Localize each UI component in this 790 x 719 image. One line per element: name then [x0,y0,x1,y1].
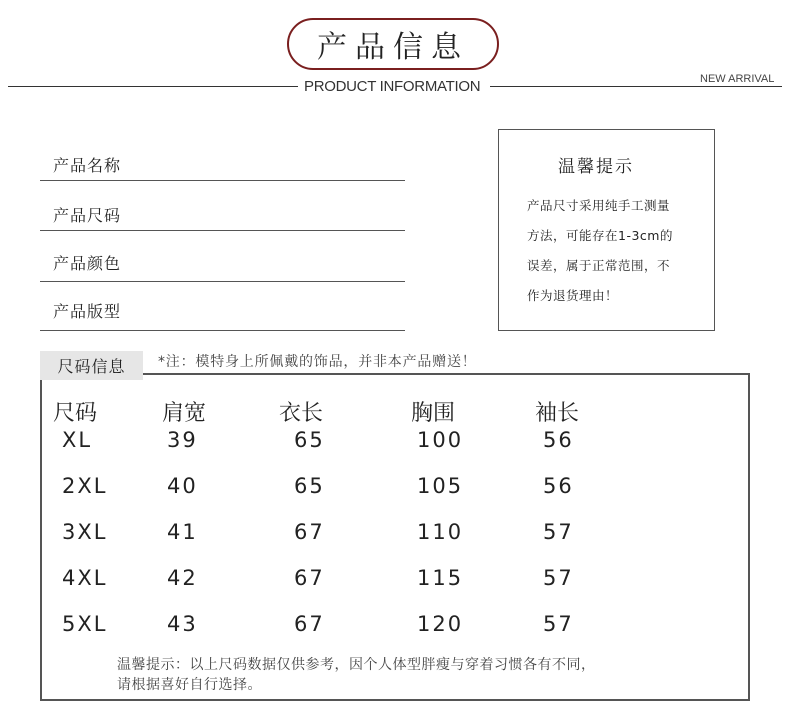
table-cell: 56 [543,428,574,452]
table-cell: 57 [543,612,574,636]
size-note: *注：模特身上所佩戴的饰品，并非本产品赠送！ [158,354,477,370]
table-cell: 65 [294,474,325,498]
tips-line: 方法，可能存在1-3cm的 [527,228,673,243]
table-cell: 5XL [62,612,108,636]
info-divider [40,230,405,231]
table-cell: 100 [417,428,464,452]
info-label-size: 产品尺码 [53,206,122,225]
bottom-note-line: 温馨提示：以上尺码数据仅供参考，因个人体型胖瘦与穿着习惯各有不同， [117,657,596,673]
info-divider [40,330,405,331]
tips-title: 温馨提示 [558,157,634,177]
table-cell: 57 [543,520,574,544]
tips-line: 作为退货理由！ [527,288,619,303]
col-header-shoulder: 肩宽 [162,401,207,426]
table-cell: 120 [417,612,464,636]
header-rule-right [490,86,782,87]
bottom-note-line: 请根据喜好自行选择。 [117,677,262,693]
table-cell: 42 [167,566,198,590]
table-cell: 2XL [62,474,108,498]
col-header-sleeve: 袖长 [535,401,580,426]
table-cell: 4XL [62,566,108,590]
col-header-chest: 胸围 [411,401,456,426]
table-cell: 39 [167,428,198,452]
table-cell: 67 [294,520,325,544]
table-cell: 43 [167,612,198,636]
info-divider [40,180,405,181]
col-header-length: 衣长 [279,401,324,426]
tips-line: 产品尺寸采用纯手工测量 [527,198,671,213]
new-arrival-tag: NEW ARRIVAL [700,73,775,85]
table-cell: 3XL [62,520,108,544]
page-subtitle: PRODUCT INFORMATION [304,78,481,95]
info-label-color: 产品颜色 [53,254,122,273]
table-cell: 67 [294,566,325,590]
header-rule-left [8,86,298,87]
table-cell: 67 [294,612,325,636]
table-cell: 65 [294,428,325,452]
size-tab: 尺码信息 [40,351,143,380]
table-cell: 57 [543,566,574,590]
tips-line: 误差，属于正常范围，不 [527,258,671,273]
page-title: 产品信息 [287,18,499,70]
table-cell: 56 [543,474,574,498]
info-label-name: 产品名称 [53,156,122,175]
info-divider [40,281,405,282]
info-label-fit: 产品版型 [53,302,122,321]
table-cell: 110 [417,520,464,544]
table-cell: 40 [167,474,198,498]
table-cell: 105 [417,474,464,498]
table-cell: 115 [417,566,464,590]
table-cell: 41 [167,520,198,544]
size-table-box [40,373,750,701]
col-header-size: 尺码 [53,401,98,426]
table-cell: XL [62,428,93,452]
